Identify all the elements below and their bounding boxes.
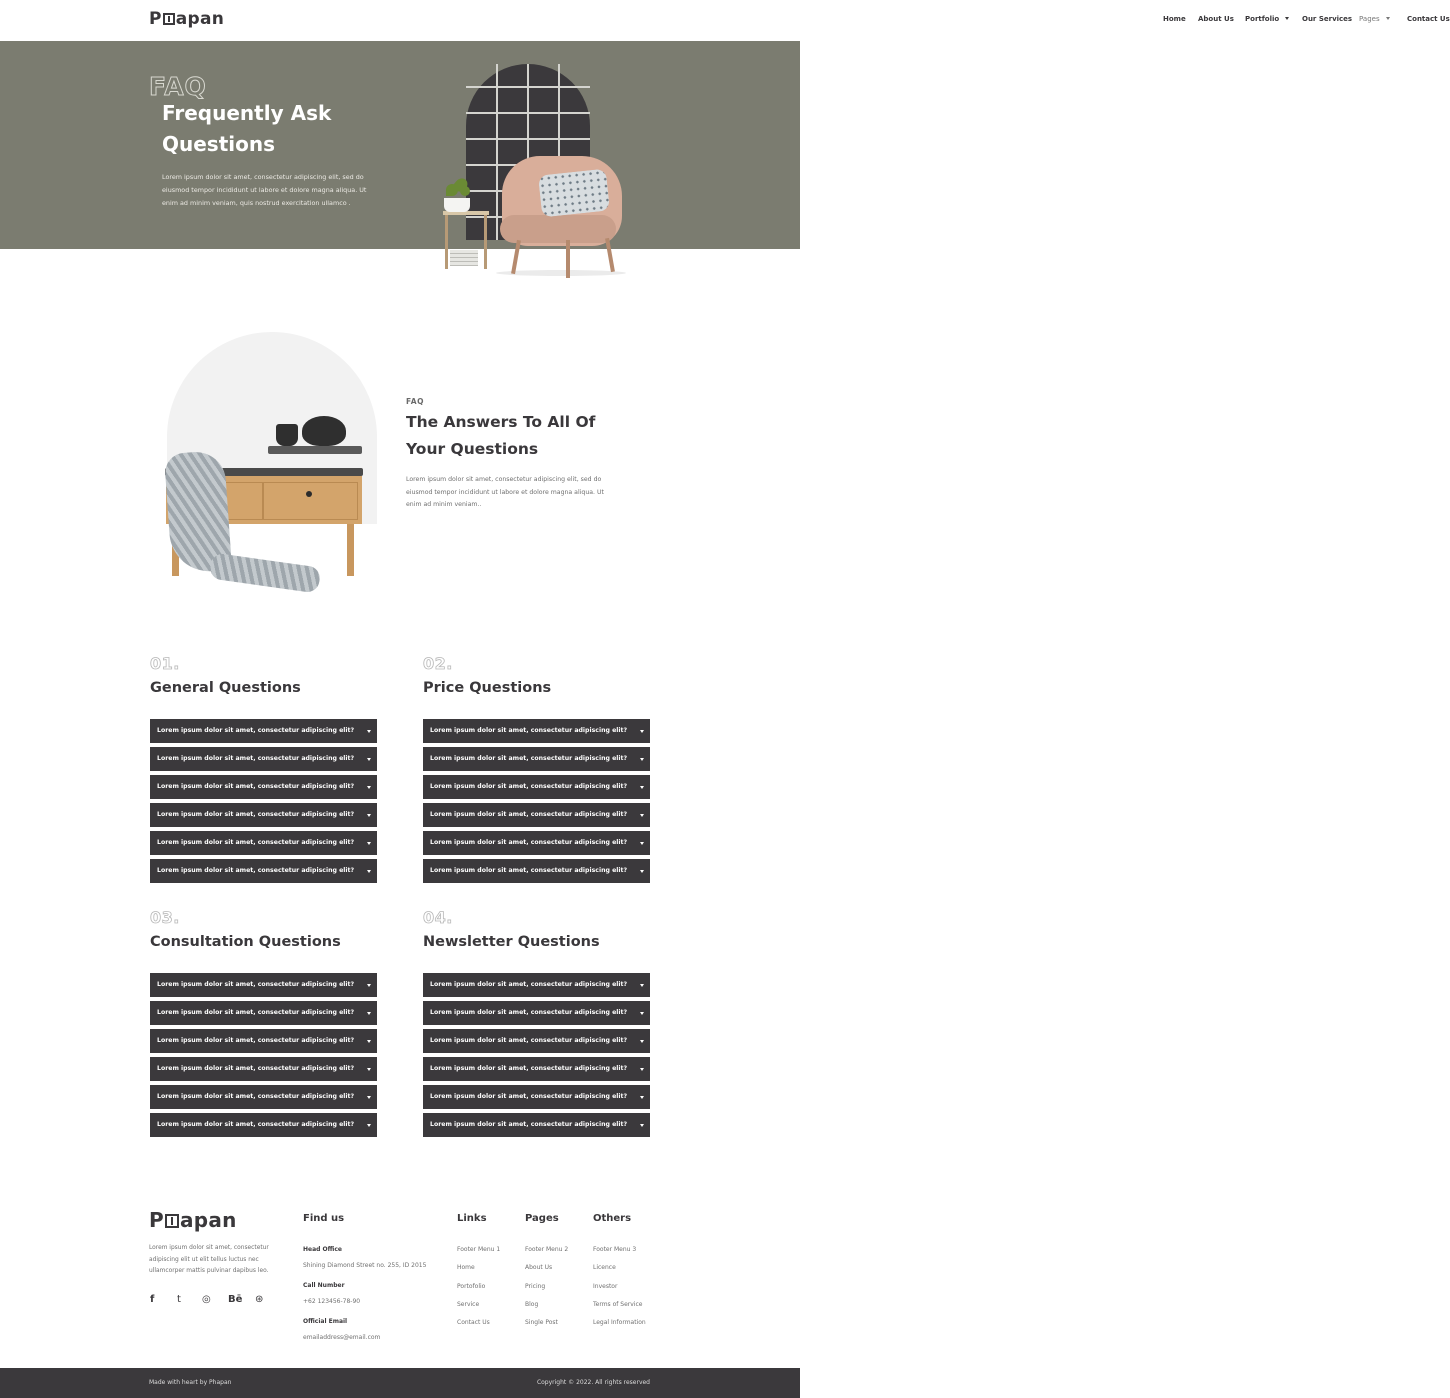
side-table-leg [445,215,448,269]
bench-leg [347,524,354,576]
nav-our-services[interactable]: Our Services [1302,15,1353,23]
nav-pages[interactable]: Pages [1359,15,1390,23]
faq-question[interactable]: Lorem ipsum dolor sit amet, consectetur adipiscing elit? [423,1057,650,1081]
faq-question[interactable]: Lorem ipsum dolor sit amet, consectetur adipiscing elit? [423,1085,650,1109]
faq-group-title: Newsletter Questions [423,934,600,950]
faq-question[interactable]: Lorem ipsum dolor sit amet, consectetur adipiscing elit? [423,859,650,883]
about-kicker: FAQ [406,397,424,406]
nav-contact-us[interactable]: Contact Us [1407,15,1450,23]
chevron-down-icon [640,1124,644,1127]
footer-link[interactable]: Service [457,1301,480,1308]
faq-question[interactable]: Lorem ipsum dolor sit amet, consectetur adipiscing elit? [150,1085,377,1109]
faq-question[interactable]: Lorem ipsum dolor sit amet, consectetur adipiscing elit? [150,1057,377,1081]
chevron-down-icon [640,1040,644,1043]
faq-group-title: General Questions [150,680,301,696]
footer-link[interactable]: Contact Us [457,1319,490,1326]
chevron-down-icon [640,1096,644,1099]
footer-link[interactable]: Portofolio [457,1283,486,1290]
footer-link[interactable]: Footer Menu 3 [593,1246,637,1253]
footer-find-us-title: Find us [303,1213,345,1224]
faq-group-number: 04. [423,908,453,927]
chevron-down-icon [640,842,644,845]
chevron-down-icon [367,1096,371,1099]
about-title: The Answers To All Of Your Questions [406,413,596,458]
footer-link[interactable]: Home [457,1264,475,1271]
side-table-leg [484,215,487,269]
footer-about-text: Lorem ipsum dolor sit amet, consectetur adipiscing elit ut elit tellus luctus nec ullamcorper mattis pulvinar dapibus leo. [149,1245,269,1274]
footer-link[interactable]: Pricing [525,1283,546,1290]
faq-question[interactable]: Lorem ipsum dolor sit amet, consectetur adipiscing elit? [150,803,377,827]
footer-link[interactable]: Legal Information [593,1319,646,1326]
cup-image [276,424,298,446]
chevron-down-icon [367,842,371,845]
faq-question[interactable]: Lorem ipsum dolor sit amet, consectetur adipiscing elit? [423,1029,650,1053]
chevron-down-icon [640,814,644,817]
faq-group-title: Consultation Questions [150,934,341,950]
hero-text: Lorem ipsum dolor sit amet, consectetur adipiscing elit, sed do eiusmod tempor incididunt ut labore et dolore magna aliqua. Ut enim ad minim veniam, quis nostrud exercitation ullamco . [162,173,367,207]
bench-drawer [263,482,358,520]
chevron-down-icon [367,758,371,761]
plant-leaf [460,186,470,196]
footer-links-title: Links [457,1213,487,1224]
logo[interactable]: P apan [149,9,225,29]
chevron-down-icon [367,1012,371,1015]
footer-link[interactable]: About Us [525,1264,553,1271]
plant-pot [444,198,470,212]
footer-link[interactable]: Investor [593,1283,618,1290]
footer-link[interactable]: Single Post [525,1319,558,1326]
faq-group-number: 02. [423,654,453,673]
teapot-image [302,416,346,446]
dribbble-icon[interactable]: ⊛ [255,1294,264,1305]
chevron-down-icon [367,984,371,987]
chevron-down-icon [640,786,644,789]
faq-question[interactable]: Lorem ipsum dolor sit amet, consectetur adipiscing elit? [150,859,377,883]
logo-h-icon [165,1214,179,1228]
chevron-down-icon [640,984,644,987]
footer-pages-title: Pages [525,1213,559,1224]
chevron-down-icon [367,1040,371,1043]
chevron-down-icon [367,814,371,817]
hero-title: Frequently Ask Questions [162,101,332,156]
footer-logo[interactable]: P apan [149,1208,237,1232]
faq-question[interactable]: Lorem ipsum dolor sit amet, consectetur adipiscing elit? [150,1001,377,1025]
footer-link[interactable]: Footer Menu 2 [525,1246,569,1253]
chevron-down-icon [640,1012,644,1015]
official-email-value: emailaddress@email.com [303,1334,381,1341]
faq-question[interactable]: Lorem ipsum dolor sit amet, consectetur adipiscing elit? [423,1001,650,1025]
faq-question[interactable]: Lorem ipsum dolor sit amet, consectetur adipiscing elit? [423,1113,650,1137]
faq-question[interactable]: Lorem ipsum dolor sit amet, consectetur adipiscing elit? [150,973,377,997]
chevron-down-icon [367,786,371,789]
made-with-text: Made with heart by Phapan [149,1379,232,1386]
chevron-down-icon [1285,17,1289,20]
chevron-down-icon [640,730,644,733]
chair-leg [566,240,570,278]
footer-link[interactable]: Blog [525,1301,539,1308]
footer-link[interactable]: Licence [593,1264,616,1271]
faq-group-number: 03. [150,908,180,927]
chevron-down-icon [367,870,371,873]
head-office-label: Head Office [303,1246,342,1253]
twitter-icon[interactable]: t [177,1294,181,1305]
hero-banner [0,41,800,249]
chevron-down-icon [640,758,644,761]
faq-group-title: Price Questions [423,680,552,696]
drawer-knob [306,491,312,497]
faq-question[interactable]: Lorem ipsum dolor sit amet, consectetur adipiscing elit? [150,1029,377,1053]
facebook-icon[interactable]: f [150,1294,155,1305]
faq-question[interactable]: Lorem ipsum dolor sit amet, consectetur adipiscing elit? [423,775,650,799]
footer-bottom-bar [0,1368,800,1398]
footer-others-title: Others [593,1213,632,1224]
head-office-value: Shining Diamond Street no. 255, ID 2015 [303,1262,427,1269]
nav-portfolio[interactable]: Portfolio [1245,15,1289,23]
faq-question[interactable]: Lorem ipsum dolor sit amet, consectetur adipiscing elit? [150,1113,377,1137]
blanket-tail [209,552,322,593]
books-image [450,250,478,266]
chevron-down-icon [367,1068,371,1071]
faq-question[interactable]: Lorem ipsum dolor sit amet, consectetur adipiscing elit? [150,747,377,771]
faq-question[interactable]: Lorem ipsum dolor sit amet, consectetur adipiscing elit? [423,831,650,855]
chevron-down-icon [367,1124,371,1127]
nav-home[interactable]: Home [1163,15,1186,23]
faq-question[interactable]: Lorem ipsum dolor sit amet, consectetur adipiscing elit? [150,775,377,799]
faq-question[interactable]: Lorem ipsum dolor sit amet, consectetur adipiscing elit? [423,973,650,997]
call-number-label: Call Number [303,1282,345,1289]
faq-question[interactable]: Lorem ipsum dolor sit amet, consectetur adipiscing elit? [423,719,650,743]
nav-about-us[interactable]: About Us [1198,15,1234,23]
pillow-image [538,169,610,218]
faq-question[interactable]: Lorem ipsum dolor sit amet, consectetur adipiscing elit? [150,719,377,743]
logo-h-icon [163,13,175,25]
hero-kicker: FAQ [149,72,207,101]
official-email-label: Official Email [303,1318,348,1325]
faq-question[interactable]: Lorem ipsum dolor sit amet, consectetur adipiscing elit? [150,831,377,855]
footer-link[interactable]: Footer Menu 1 [457,1246,501,1253]
tray-image [268,446,362,454]
chevron-down-icon [640,1068,644,1071]
chevron-down-icon [367,730,371,733]
chevron-down-icon [1386,17,1390,20]
faq-question[interactable]: Lorem ipsum dolor sit amet, consectetur adipiscing elit? [423,747,650,771]
footer-link[interactable]: Terms of Service [593,1301,643,1308]
chevron-down-icon [640,870,644,873]
behance-icon[interactable]: Bē [228,1294,243,1305]
site-header [0,0,1450,41]
copyright-text: Copyright © 2022. All rights reserved [536,1379,650,1386]
call-number-value: +62 123456-78-90 [303,1298,361,1305]
instagram-icon[interactable]: ◎ [202,1294,211,1305]
faq-question[interactable]: Lorem ipsum dolor sit amet, consectetur adipiscing elit? [423,803,650,827]
faq-group-number: 01. [150,654,180,673]
about-text: Lorem ipsum dolor sit amet, consectetur adipiscing elit, sed do eiusmod tempor incididunt ut labore et dolore magna aliqua. Ut enim ad minim veniam.. [406,476,604,508]
armchair-seat [500,215,616,243]
